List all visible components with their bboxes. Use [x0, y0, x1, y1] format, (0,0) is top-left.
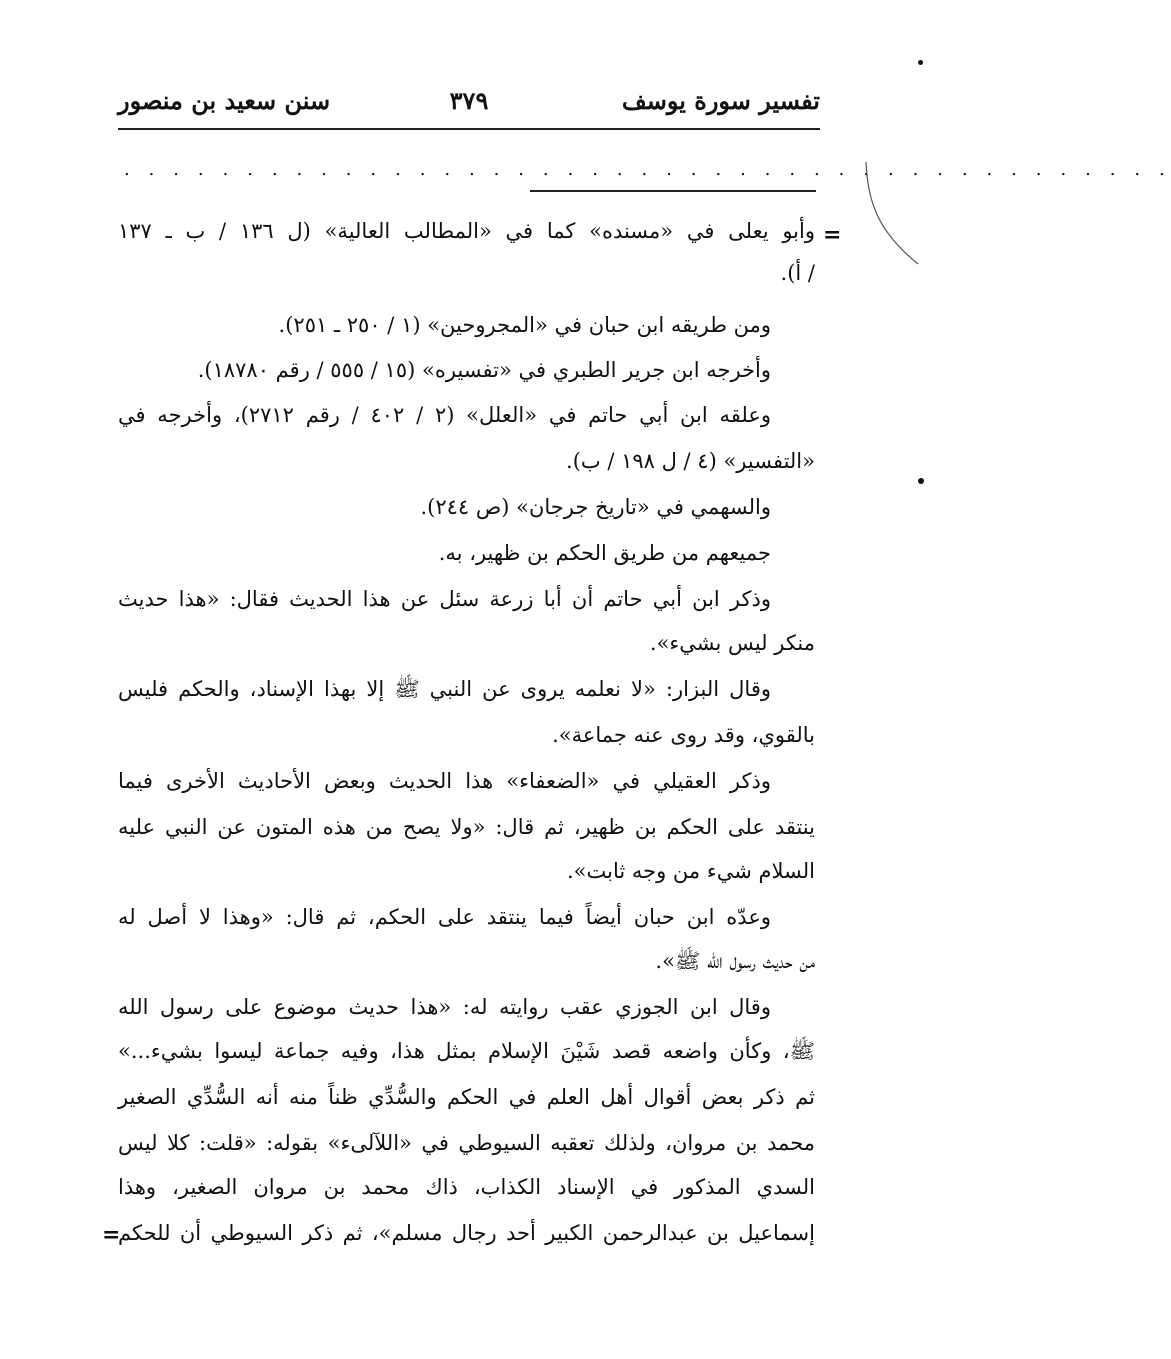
- text-line: وقال ابن الجوزي عقب روايته له: «هذا حديث موضوع على رسول الله: [118, 995, 771, 1019]
- text-line: بالقوي، وقد روى عنه جماعة».: [552, 723, 815, 747]
- text-line: ﷺ، وكأن واضعه قصد شَيْنَ الإسلام بمثل هذا، وفيه جماعة ليسوا بشيء...»: [118, 1039, 815, 1063]
- text-line: وأخرجه ابن جرير الطبري في «تفسيره» (١٥ / ٥٥٥ / رقم ١٨٧٨٠).: [197, 358, 771, 382]
- text-line: ينتقد على الحكم بن ظهير، ثم قال: «ولا يصح من هذه المتون عن النبي عليه: [118, 815, 815, 839]
- text-line: وذكر ابن أبي حاتم أن أبا زرعة سئل عن هذا الحديث فقال: «هذا حديث: [118, 587, 771, 611]
- text-line: وأبو يعلى في «مسنده» كما في «المطالب العالية» (ل ١٣٦ / ب ـ ١٣٧: [118, 219, 816, 243]
- text-line: منكر ليس بشيء».: [649, 631, 815, 655]
- text-line: ثم ذكر بعض أقوال أهل العلم في الحكم والسُّدِّي ظناً منه أنه السُّدِّي الصغير: [118, 1085, 815, 1109]
- text-line: ومن طريقه ابن حبان في «المجروحين» (١ / ٢٥٠ ـ ٢٥١).: [278, 313, 771, 337]
- text-line: إسماعيل بن عبدالرحمن الكبير أحد رجال مسلم»، ثم ذكر السيوطي أن للحكم: [118, 1221, 815, 1245]
- page-number: ٣٧٩: [449, 86, 489, 115]
- text-line: السدي المذكور في الإسناد الكذاب، ذاك محمد بن مروان الصغير، وهذا: [118, 1175, 815, 1199]
- text-line: وقال البزار: «لا نعلمه يروى عن النبي ﷺ إلا بهذا الإسناد، والحكم فليس: [118, 677, 771, 701]
- text-line: وعدّه ابن حبان أيضاً فيما ينتقد على الحكم، ثم قال: «وهذا لا أصل له: [118, 905, 771, 929]
- text-line: «التفسير» (٤ / ل ١٩٨ / ب).: [566, 449, 815, 473]
- text-line: من حديث رسول الله ﷺ».: [655, 949, 815, 973]
- continuation-mark-top: =: [823, 222, 842, 248]
- text-line: السلام شيء من وجه ثابت».: [566, 859, 815, 883]
- book-title: سنن سعيد بن منصور: [118, 86, 331, 115]
- separator-dots: . . . . . . . . . . . . . . . . . . . . . . . . . . . . . . . . . . . . . . . . . . .: [124, 159, 1171, 180]
- text-line: والسهمي في «تاريخ جرجان» (ص ٢٤٤).: [420, 495, 771, 519]
- text-line: محمد بن مروان، ولذلك تعقبه السيوطي في «اللآلىء» بقوله: «قلت: كلا ليس: [118, 1131, 815, 1155]
- chapter-title: تفسير سورة يوسف: [621, 86, 820, 115]
- text-line: جميعهم من طريق الحكم بن ظهير، به.: [438, 541, 771, 565]
- text-line: وذكر العقيلي في «الضعفاء» هذا الحديث وبعض الأحاديث الأخرى فيما: [118, 769, 771, 793]
- text-line: وعلقه ابن أبي حاتم في «العلل» (٢ / ٤٠٢ / رقم ٢٧١٢)، وأخرجه في: [118, 403, 771, 427]
- continuation-mark-bottom: =: [102, 1222, 121, 1248]
- text-line: / أ).: [780, 261, 815, 285]
